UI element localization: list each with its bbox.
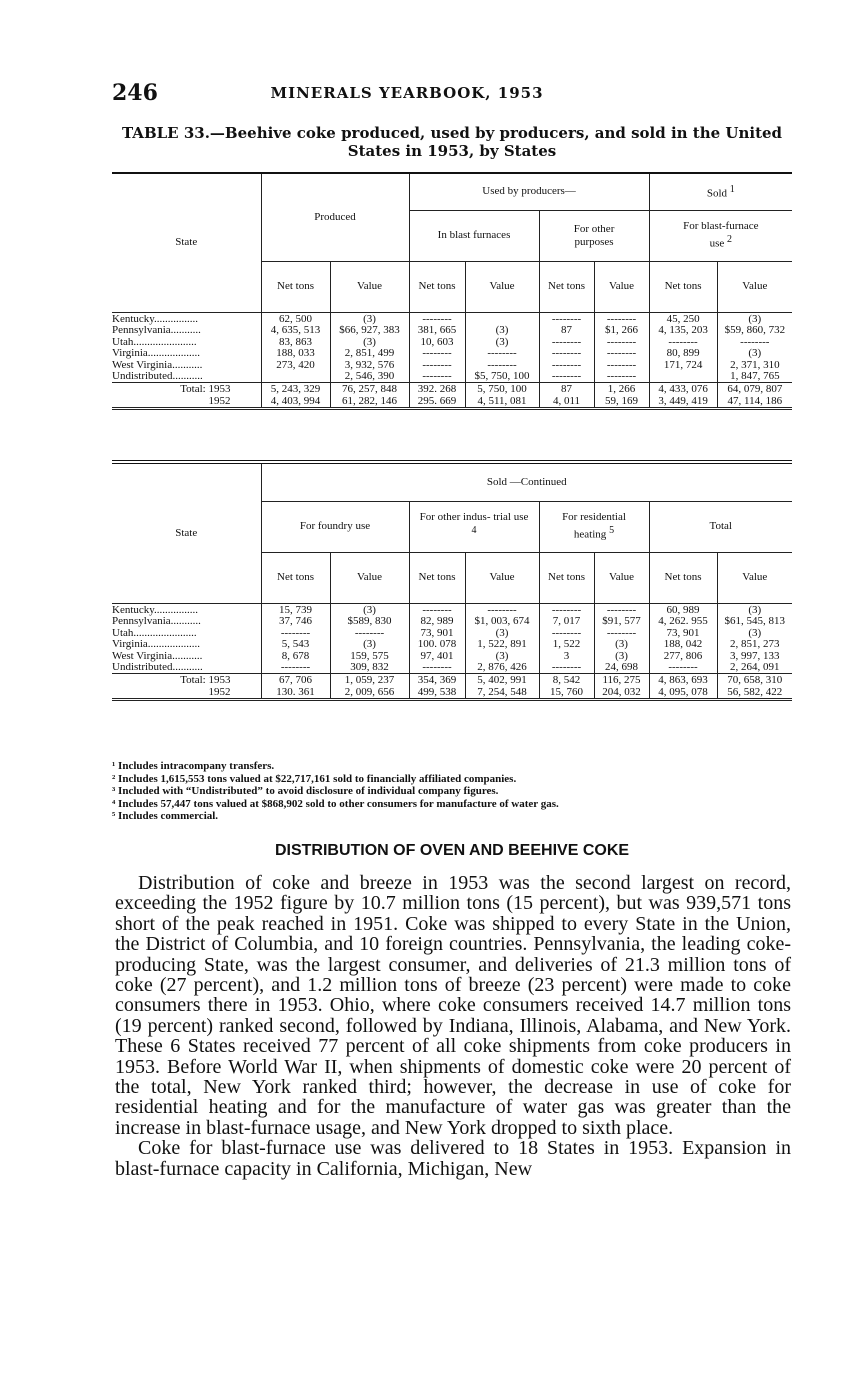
cell-line: -------- xyxy=(740,335,770,348)
page-header xyxy=(112,80,792,110)
cell-line: 8, 678 xyxy=(281,649,310,662)
cell-line: $61, 545, 813 xyxy=(724,615,785,627)
cell-line: 3, 449, 419 xyxy=(658,394,708,407)
cell-line: 15, 739 xyxy=(279,603,312,616)
produced-header: Produced xyxy=(261,173,409,261)
cell-line: Virginia................... xyxy=(112,638,201,650)
cell-line: 277, 806 xyxy=(663,649,703,662)
cell-line: 82, 989 xyxy=(420,615,454,627)
total-cell xyxy=(409,673,465,699)
cell-line: $91, 577 xyxy=(602,615,641,627)
cell-line: 87 xyxy=(561,382,573,395)
total-cell xyxy=(717,673,792,699)
cell-line: 273, 420 xyxy=(276,358,315,371)
cell-line: 4, 433, 076 xyxy=(658,382,708,395)
cell-line: Total: 1953 xyxy=(180,673,231,686)
net-tons-header: Net tons xyxy=(409,261,465,312)
table-row xyxy=(112,312,792,382)
cell-line: -------- xyxy=(606,370,637,382)
cell-line: 4, 403, 994 xyxy=(270,394,321,407)
sold-blast-furnace-value xyxy=(717,312,792,382)
cell-line: -------- xyxy=(551,603,582,616)
cell-line: 4, 095, 078 xyxy=(658,685,708,698)
net-tons-header: Net tons xyxy=(539,261,594,312)
foundry-value xyxy=(330,603,409,673)
cell-line: 3, 997, 133 xyxy=(730,649,780,662)
cell-line xyxy=(262,370,330,382)
cell-line: 1, 522 xyxy=(552,638,581,650)
totals-row xyxy=(112,382,792,408)
produced-net-tons xyxy=(261,312,330,382)
cell-line: West Virginia........... xyxy=(112,358,203,371)
sold-blast-furnace-net-tons xyxy=(649,312,717,382)
cell-line: -------- xyxy=(551,335,582,348)
cell-line: -------- xyxy=(551,312,582,325)
cell-line: -------- xyxy=(422,347,452,359)
cell-line: 8, 542 xyxy=(552,673,581,686)
cell-line: 1952 xyxy=(208,685,231,698)
cell-line: 73, 901 xyxy=(420,626,454,639)
cell-line xyxy=(466,313,539,325)
total-cell xyxy=(330,673,409,699)
cell-line: 159, 575 xyxy=(350,649,389,662)
cell-line: 24, 698 xyxy=(605,661,638,673)
cell-line: -------- xyxy=(280,626,311,639)
cell-line: 1952 xyxy=(208,394,231,407)
for-foundry-use-header: For foundry use xyxy=(261,501,409,552)
footnotes xyxy=(112,760,792,823)
cell-line: 4, 635, 513 xyxy=(270,324,321,336)
cell-line: 5, 402, 991 xyxy=(477,673,527,686)
other-industrial-net-tons xyxy=(409,603,465,673)
cell-line: -------- xyxy=(422,312,452,325)
cell-line: $66, 927, 383 xyxy=(339,324,400,336)
paragraph: Coke for blast-furnace use was delivered to 18 States in 1953. Expansion in blast-furnace capacity in California, Michigan, New xyxy=(115,1137,791,1180)
total-cell xyxy=(409,382,465,408)
totals-row xyxy=(112,673,792,699)
foundry-net-tons xyxy=(261,603,330,673)
for-blast-furnace-use-header: For blast-furnace use 2 xyxy=(649,210,792,261)
table-row xyxy=(112,603,792,673)
cell-line: 5, 543 xyxy=(281,638,310,650)
cell-line: 309, 832 xyxy=(350,661,389,673)
cell-line: -------- xyxy=(606,626,637,639)
cell-line: 4, 011 xyxy=(552,394,581,407)
cell-line: -------- xyxy=(606,335,637,348)
cell-line: 62, 500 xyxy=(279,312,312,325)
cell-line: (3) xyxy=(495,649,509,662)
blast-furnaces-value xyxy=(465,312,539,382)
cell-line: (3) xyxy=(615,649,628,662)
cell-line: Kentucky................ xyxy=(112,603,199,616)
cell-line: Pennsylvania........... xyxy=(112,615,201,627)
cell-line: 56, 582, 422 xyxy=(727,685,783,698)
cell-line: 1, 522, 891 xyxy=(477,638,527,650)
table-part-1 xyxy=(112,172,792,410)
total-cell xyxy=(261,673,330,699)
cell-line: (3) xyxy=(615,638,628,650)
other-purposes-value xyxy=(594,312,649,382)
page-number: 246 xyxy=(112,80,158,106)
total-header: Total xyxy=(649,501,792,552)
total-cell xyxy=(649,382,717,408)
cell-line: 392. 268 xyxy=(417,382,457,395)
cell-line: $59, 860, 732 xyxy=(724,324,786,336)
cell-line: -------- xyxy=(551,626,582,639)
cell-line: 1, 847, 765 xyxy=(730,370,780,382)
table-part-2 xyxy=(112,460,792,701)
cell-line: (3) xyxy=(495,626,509,639)
cell-line: 1, 059, 237 xyxy=(344,673,395,686)
cell-line: 73, 901 xyxy=(666,626,700,639)
cell-line: 59, 169 xyxy=(605,394,639,407)
cell-line xyxy=(650,370,717,382)
cell-line: $589, 830 xyxy=(347,615,392,627)
state-header: State xyxy=(112,462,261,603)
sold-continued-header: Sold —Continued xyxy=(261,462,792,501)
cell-line: (3) xyxy=(363,638,376,650)
cell-line: 70, 658, 310 xyxy=(727,673,783,686)
body-text xyxy=(115,873,791,1179)
state-names xyxy=(112,603,261,673)
cell-line: 2, 546, 390 xyxy=(344,370,395,382)
cell-line: (3) xyxy=(748,626,762,639)
cell-line: -------- xyxy=(551,358,582,371)
total-cell xyxy=(330,382,409,408)
section-heading: DISTRIBUTION OF OVEN AND BEEHIVE COKE xyxy=(274,842,630,859)
cell-line: (3) xyxy=(363,603,376,616)
total-cell xyxy=(261,382,330,408)
cell-line: 2, 371, 310 xyxy=(730,358,780,371)
cell-line: -------- xyxy=(487,347,517,359)
cell-line: 2, 851, 499 xyxy=(344,347,395,359)
used-by-producers-header: Used by producers— xyxy=(409,173,649,210)
total-label xyxy=(112,673,261,699)
cell-line: (3) xyxy=(495,324,509,336)
cell-line: 10, 603 xyxy=(420,335,454,348)
cell-line: -------- xyxy=(551,370,582,382)
value-header: Value xyxy=(465,552,539,603)
other-industrial-value xyxy=(465,603,539,673)
cell-line: $1, 003, 674 xyxy=(474,615,530,627)
total-label xyxy=(112,382,261,408)
cell-line: (3) xyxy=(748,312,762,325)
cell-line: 4, 135, 203 xyxy=(658,324,708,336)
cell-line: $1, 266 xyxy=(605,324,639,336)
net-tons-header: Net tons xyxy=(539,552,594,603)
net-tons-header: Net tons xyxy=(261,261,330,312)
cell-line: (3) xyxy=(748,603,762,616)
cell-line: 4, 262. 955 xyxy=(658,615,708,627)
value-header: Value xyxy=(717,552,792,603)
total-cell xyxy=(465,382,539,408)
footnote: ⁵ Includes commercial. xyxy=(112,810,219,823)
total-cell xyxy=(594,673,649,699)
table-title: TABLE 33.—Beehive coke produced, used by producers, and sold in the United States in 1953, by States xyxy=(121,124,783,160)
cell-line: -------- xyxy=(422,603,452,616)
value-header: Value xyxy=(594,261,649,312)
cell-line: 116, 275 xyxy=(602,673,641,686)
paragraph: Distribution of coke and breeze in 1953 was the second largest on record, exceeding the 1952 figure by 10.7 million tons (15 percent), but was 939,571 tons short of the peak reached in 1951. Coke was shipped to every State in the Union, the District of Columbia, and 10 foreign countries. Pennsylvania, the leading coke-producing State, was the largest consumer, and deliveries of 21.3 million tons of coke (27 percent), and 1.2 million tons of breeze (23 percent) were made to coke consumers there in 1953. Ohio, where coke consumers received 14.7 million tons (19 percent) ranked second, followed by Indiana, Illinois, Alabama, and New York. These 6 States received 77 percent of all coke shipments from coke producers in 1953. Before World War II, when shipments of domestic coke were 20 percent of the total, New York ranked third; however, the decrease in use of coke for residential heating and for the manufacture of water gas was greater than the increase in blast-furnace usage, and New York dropped to sixth place. xyxy=(115,872,791,1139)
total-cell xyxy=(594,382,649,408)
blast-furnaces-net-tons xyxy=(409,312,465,382)
cell-line: -------- xyxy=(551,347,582,359)
cell-line: 60, 989 xyxy=(666,603,700,616)
cell-line: 100. 078 xyxy=(417,638,457,650)
cell-line: 37, 746 xyxy=(279,615,312,627)
footnote: ¹ Includes intracompany transfers. xyxy=(112,760,275,772)
residential-net-tons xyxy=(539,603,594,673)
cell-line: Kentucky................ xyxy=(112,312,199,325)
cell-line: Virginia................... xyxy=(112,347,201,359)
cell-line: (3) xyxy=(495,335,509,348)
footnote: ³ Included with “Undistributed” to avoid disclosure of individual company figures. xyxy=(112,785,499,798)
cell-line: 381, 665 xyxy=(417,324,457,336)
cell-line: 83, 863 xyxy=(279,335,312,348)
total-cell xyxy=(465,673,539,699)
cell-line: 64, 079, 807 xyxy=(727,382,783,395)
value-header: Value xyxy=(330,552,409,603)
total-cell xyxy=(539,382,594,408)
net-tons-header: Net tons xyxy=(649,552,717,603)
net-tons-header: Net tons xyxy=(409,552,465,603)
sold-header: Sold 1 xyxy=(649,173,792,210)
cell-line: 2, 876, 426 xyxy=(477,661,527,673)
cell-line: 188, 042 xyxy=(663,638,703,650)
cell-line: -------- xyxy=(354,626,385,639)
cell-line: Undistributed........... xyxy=(112,661,203,673)
total-cell xyxy=(649,673,717,699)
cell-line: Pennsylvania........... xyxy=(112,324,201,336)
for-residential-heating-header: For residential heating 5 xyxy=(539,501,649,552)
for-other-purposes-header: For other purposes xyxy=(539,210,649,261)
value-header: Value xyxy=(330,261,409,312)
cell-line: 499, 538 xyxy=(417,685,457,698)
cell-line: 45, 250 xyxy=(666,312,700,325)
cell-line: 295. 669 xyxy=(417,394,457,407)
cell-line: (3) xyxy=(748,347,762,359)
cell-line: -------- xyxy=(487,358,517,371)
cell-line: 2, 264, 091 xyxy=(730,661,780,673)
for-other-industrial-use-header: For other indus- trial use 4 xyxy=(409,501,539,552)
other-purposes-net-tons xyxy=(539,312,594,382)
cell-line: -------- xyxy=(668,335,698,348)
cell-line: 7, 254, 548 xyxy=(477,685,527,698)
cell-line: West Virginia........... xyxy=(112,649,203,662)
cell-line: 2, 009, 656 xyxy=(344,685,395,698)
cell-line: Total: 1953 xyxy=(180,382,231,395)
cell-line: 3 xyxy=(563,649,570,662)
cell-line: -------- xyxy=(606,603,637,616)
cell-line: Utah....................... xyxy=(112,335,197,348)
footnote: ² Includes 1,615,553 tons valued at $22,717,161 sold to financially affiliated companies. xyxy=(112,772,517,785)
cell-line: 3, 932, 576 xyxy=(344,358,395,371)
cell-line: 204, 032 xyxy=(602,685,641,698)
footnote: ⁴ Includes 57,447 tons valued at $868,902 sold to other consumers for manufacture of water gas. xyxy=(112,797,559,810)
cell-line: (3) xyxy=(363,335,376,348)
cell-line: 61, 282, 146 xyxy=(342,394,397,407)
cell-line: -------- xyxy=(422,358,452,371)
cell-line: 67, 706 xyxy=(279,673,312,686)
cell-line: 47, 114, 186 xyxy=(727,394,783,407)
cell-line: 130. 361 xyxy=(276,685,315,698)
cell-line: $5, 750, 100 xyxy=(474,370,530,382)
running-title: MINERALS YEARBOOK, 1953 xyxy=(270,84,544,102)
total-value xyxy=(717,603,792,673)
in-blast-furnaces-header: In blast furnaces xyxy=(409,210,539,261)
state-header: State xyxy=(112,173,261,312)
cell-line: 80, 899 xyxy=(666,347,700,359)
cell-line: 7, 017 xyxy=(552,615,581,627)
cell-line: 188, 033 xyxy=(276,347,315,359)
cell-line: 1, 266 xyxy=(607,382,636,395)
net-tons-header: Net tons xyxy=(261,552,330,603)
total-net-tons xyxy=(649,603,717,673)
cell-line: 4, 511, 081 xyxy=(477,394,527,407)
cell-line: 87 xyxy=(561,324,573,336)
cell-line: Undistributed........... xyxy=(112,370,203,382)
value-header: Value xyxy=(717,261,792,312)
cell-line: 97, 401 xyxy=(420,649,454,662)
cell-line: 5, 750, 100 xyxy=(477,382,527,395)
cell-line: -------- xyxy=(487,603,517,616)
cell-line: 2, 851, 273 xyxy=(730,638,780,650)
total-cell xyxy=(717,382,792,408)
residential-value xyxy=(594,603,649,673)
cell-line: -------- xyxy=(606,347,637,359)
cell-line: -------- xyxy=(280,661,311,673)
cell-line: 76, 257, 848 xyxy=(342,382,397,395)
total-cell xyxy=(539,673,594,699)
produced-value xyxy=(330,312,409,382)
state-names xyxy=(112,312,261,382)
cell-line: Utah....................... xyxy=(112,626,197,639)
net-tons-header: Net tons xyxy=(649,261,717,312)
value-header: Value xyxy=(465,261,539,312)
cell-line: 4, 863, 693 xyxy=(658,673,708,686)
cell-line: 354, 369 xyxy=(417,673,457,686)
cell-line: -------- xyxy=(422,370,452,382)
cell-line: 5, 243, 329 xyxy=(270,382,321,395)
cell-line: -------- xyxy=(422,661,452,673)
cell-line: -------- xyxy=(551,661,582,673)
cell-line: 171, 724 xyxy=(663,358,703,371)
cell-line: -------- xyxy=(606,312,637,325)
cell-line: -------- xyxy=(606,358,637,371)
cell-line: -------- xyxy=(668,661,698,673)
cell-line: (3) xyxy=(363,312,376,325)
cell-line: 15, 760 xyxy=(550,685,583,698)
value-header: Value xyxy=(594,552,649,603)
